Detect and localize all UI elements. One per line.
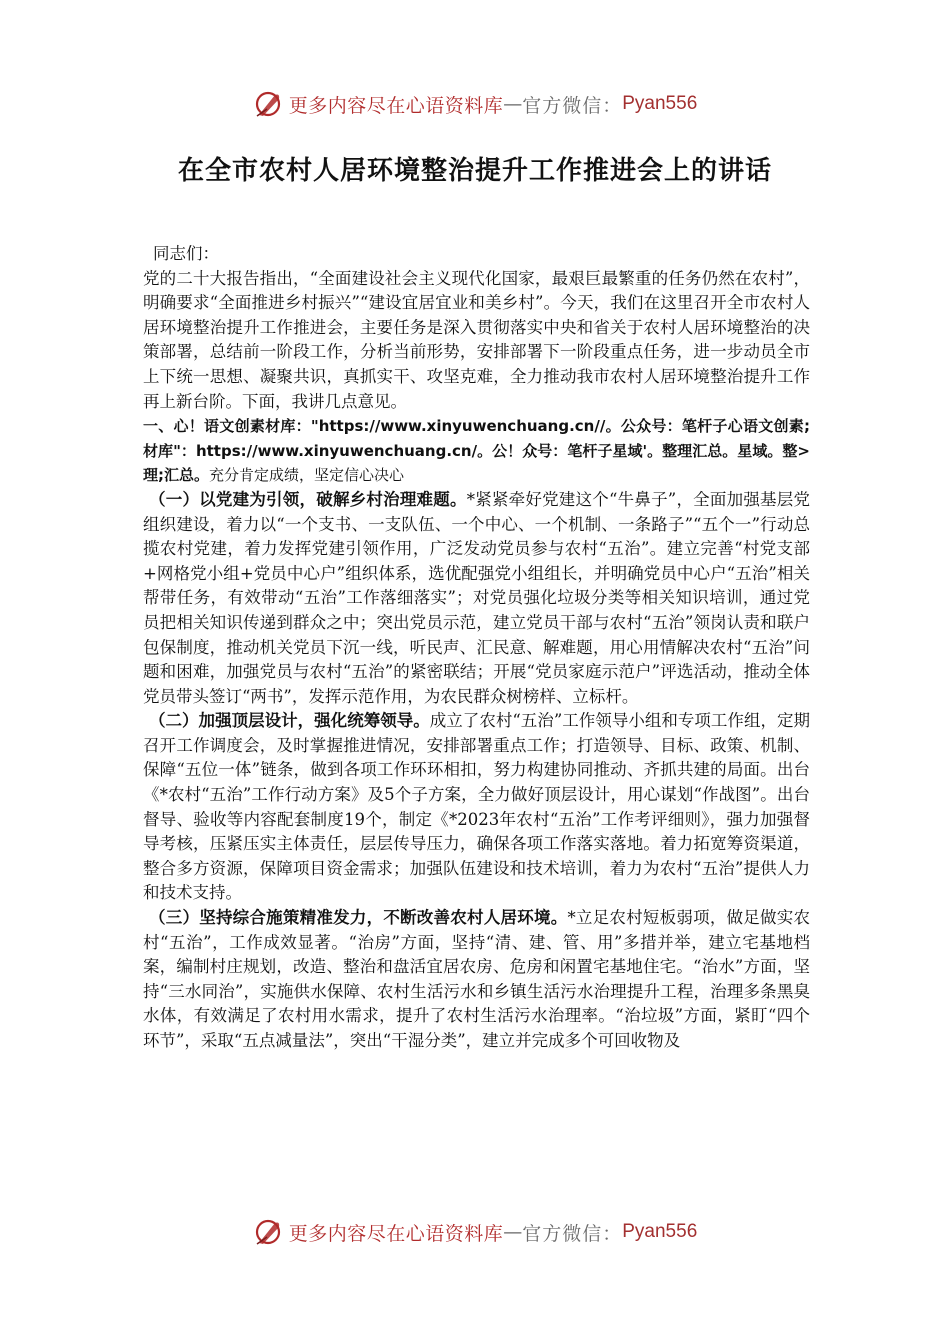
header-banner bbox=[0, 84, 950, 124]
footer-banner bbox=[0, 1212, 950, 1252]
banner-main-text: 更多内容尽在心语资料库 bbox=[288, 94, 504, 117]
subsection-heading: （三）坚持综合施策精准发力，不断改善农村人居环境。 bbox=[149, 908, 568, 928]
subsection-paragraph bbox=[143, 906, 810, 1054]
banner-wechat-id: Pyan556 bbox=[622, 93, 698, 114]
subsection-paragraph bbox=[143, 709, 810, 906]
subsection-body: 成立了农村“五治”工作领导小组和专项工作组，定期召开工作调度会，及时掌握推进情况，安排部署重点工作；打造领导、目标、政策、机制、保障“五位一体”链条，做到各项工作环环相扣，努力构建协同推动、齐抓共建的局面。出台《*农村“五治”工作行动方案》及5个子方案，全力做好顶层设计，用心谋划“作战图”。出台督导、验收等内容配套制度19个，制定《*2023年农村“五治”工作考评细则》，强力加强督导考核，压紧压实主体责任，层层传导压力，确保各项工作落实落地。着力拓宽筹资渠道，整合多方资源，保障项目资金需求；加强队伍建设和技术培训，着力为农村“五治”提供人力和技术支持。 bbox=[143, 711, 810, 903]
banner-wechat-id: Pyan556 bbox=[622, 1221, 698, 1242]
noise-text: 一、心！语文创素材库："https://www.xinyuwenchuang.cn//。公众号：笔杆子心语文创素;材库"：https://www.xinyuwenchuang.cn/。公！众号：笔杆子星域'。整理汇总。星域。整>理;汇总。 bbox=[143, 417, 810, 485]
subsection-heading: （二）加强顶层设计，强化统筹领导。 bbox=[149, 711, 430, 731]
quill-logo-icon bbox=[253, 1217, 283, 1247]
subsection-body: *紧紧牵好党建这个“牛鼻子”，全面加强基层党组织建设，着力以“一个支书、一支队伍、一个中心、一个机制、一条路子”“五个一”行动总揽农村党建，着力发挥党建引领作用，广泛发动党员参与农村“五治”。建立完善“村党支部+网格党小组+党员中心户”组织体系，选优配强党小组组长，并明确党员中心户“五治”相关帮带任务，有效带动“五治”工作落细落实”；对党员强化垃圾分类等相关知识培训，通过党员把相关知识传递到群众之中；突出党员示范，建立党员干部与农村“五治”领岗认责和联户包保制度，推动机关党员下沉一线，听民声、汇民意、解难题，用心用情解决农村“五治”问题和困难，加强党员与农村“五治”的紧密联结；开展“党员家庭示范户”评选活动，推动全体党员带头签订“两书”，发挥示范作用，为农民群众树榜样、立标杆。 bbox=[143, 489, 810, 706]
subsection-heading: （一）以党建为引领，破解乡村治理难题。 bbox=[149, 489, 467, 509]
banner-wechat-label: 官方微信： bbox=[522, 1222, 623, 1245]
section-heading-one-title: 充分肯定成绩，坚定信心决心 bbox=[209, 466, 405, 485]
banner-main-text: 更多内容尽在心语资料库 bbox=[288, 1222, 504, 1245]
section-heading-one bbox=[143, 414, 810, 488]
banner-wechat-label: 官方微信： bbox=[522, 94, 623, 117]
document-title: 在全市农村人居环境整治提升工作推进会上的讲话 bbox=[177, 156, 772, 186]
subsection-paragraph bbox=[143, 488, 810, 709]
document-body bbox=[143, 242, 810, 1054]
salutation: 同志们： bbox=[153, 244, 219, 263]
quill-logo-icon bbox=[253, 89, 283, 119]
banner-separator: — bbox=[503, 1221, 523, 1243]
banner-separator: — bbox=[503, 93, 523, 115]
intro-paragraph: 党的二十大报告指出，“全面建设社会主义现代化国家，最艰巨最繁重的任务仍然在农村”，明确要求“全面推进乡村振兴”“建设宜居宜业和美乡村”。今天，我们在这里召开全市农村人居环境整治提升工作推进会，主要任务是深入贯彻落实中央和省关于农村人居环境整治的决策部署，总结前一阶段工作，分析当前形势，安排部署下一阶段重点任务，进一步动员全市上下统一思想、凝聚共识，真抓实干、攻坚克难，全力推动我市农村人居环境整治提升工作再上新台阶。下面，我讲几点意见。 bbox=[143, 268, 810, 411]
subsection-body: *立足农村短板弱项，做足做实农村“五治”，工作成效显著。“治房”方面，坚持“清、建、管、用”多措并举，建立宅基地档案，编制村庄规划，改造、整治和盘活宜居农房、危房和闲置宅基地住宅。“治水”方面，坚持“三水同治”，实施供水保障、农村生活污水和乡镇生活污水治理提升工程，治理多条黑臭水体，有效满足了农村用水需求，提升了农村生活污水治理率。“治垃圾”方面，紧盯“四个环节”，采取“五点减量法”，突出“干湿分类”，建立并完成多个可回收物及 bbox=[143, 908, 811, 1050]
